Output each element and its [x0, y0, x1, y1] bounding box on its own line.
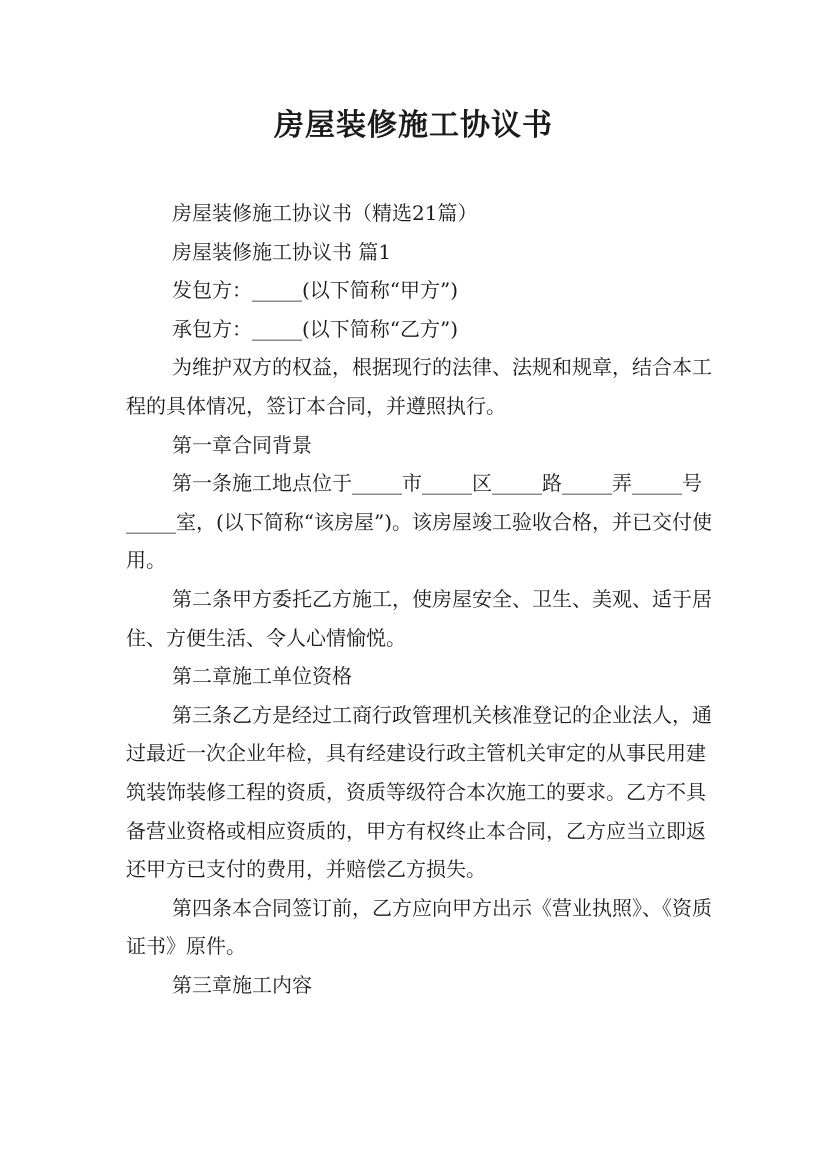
paragraph-preamble: 为维护双方的权益，根据现行的法律、法规和规章，结合本工程的具体情况，签订本合同，并遵照执行。 [126, 355, 712, 418]
chapter-3-heading: 第三章施工内容 [172, 972, 312, 997]
chapter-1-heading: 第一章合同背景 [172, 432, 312, 457]
paragraph-contractor-party-a: 发包方：_____(以下简称“甲方”) [172, 278, 459, 303]
document-body [126, 194, 716, 1004]
paragraph-contractor-party-b: 承包方：_____(以下简称“乙方”) [172, 316, 459, 341]
document-title: 房屋装修施工协议书 [274, 108, 553, 143]
article-2: 第二条甲方委托乙方施工，使房屋安全、卫生、美观、适于居住、方便生活、令人心情愉悦。 [126, 586, 712, 650]
article-3: 第三条乙方是经过工商行政管理机关核准登记的企业法人，通过最近一次企业年检，具有经建设行政主管机关审定的从事民用建筑装饰装修工程的资质，资质等级符合本次施工的要求。乙方不具备营业资格或相应资质的，甲方有权终止本合同，乙方应当立即返还甲方已支付的费用，并赔偿乙方损失。 [126, 702, 712, 882]
article-4: 第四条本合同签订前，乙方应向甲方出示《营业执照》、《资质证书》原件。 [126, 895, 712, 959]
article-1: 第一条施工地点位于_____市_____区_____路_____弄_____号_____室，(以下简称“该房屋”)。该房屋竣工验收合格，并已交付使用。 [126, 471, 713, 573]
paragraph-chapter-heading: 房屋装修施工协议书 篇1 [172, 239, 392, 264]
chapter-2-heading: 第二章施工单位资格 [172, 664, 352, 689]
paragraph-collection-title: 房屋装修施工协议书（精选21篇） [172, 201, 478, 225]
